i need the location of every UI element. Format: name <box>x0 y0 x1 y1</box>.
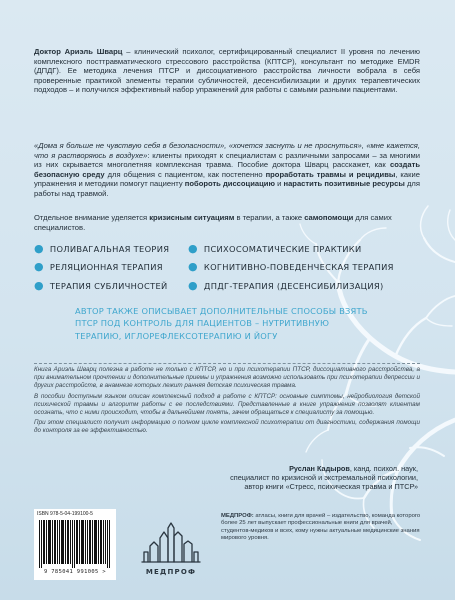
reviewer-specialty: специалист по кризисной и экстремальной психологии, <box>230 472 418 482</box>
publisher-info <box>221 513 421 543</box>
quotes-text-4: и <box>277 179 282 189</box>
feature-item <box>34 280 188 291</box>
quotes-text-5: для работы над травмой. <box>34 179 420 198</box>
feature-label: ДПДГ-ТЕРАПИЯ (ДЕСЕНСИБИЛИЗАЦИЯ) <box>203 280 384 291</box>
publisher-description: атласы, книги для врачей – издательство, команда которого более 25 лет выпускает профессиональные книги для врачей, студентов-медиков и всех, кому нужны актуальные медицинские знания мирового уровня. <box>221 513 421 542</box>
feature-label: ТЕРАПИЯ СУБЛИЧНОСТЕЙ <box>49 280 168 291</box>
review-paragraph-1: Книга Ариэль Шварц полезна в работе не только с КПТСР, но и при психотерапии ПТСР, диссоциативного расстройства, а при внимательном прочтении и дополнительные приемы и упражнения возможно использовать при психотерапии депрессии и других расстройств, в анамнезе которых лежит ранняя детская психическая травма. <box>34 366 420 389</box>
quotes-text-1: : клиенты приходят к специалистам с различными запросами – за многими из них скрывается многолетняя комплексная травма. Пособие доктора Шварц расскажет, как <box>34 150 420 170</box>
bullet-icon: ● <box>188 241 198 255</box>
special-text-2: в терапии, а также <box>236 213 303 222</box>
bullet-icon: ● <box>188 278 198 292</box>
bullet-icon: ● <box>34 260 44 274</box>
author-intro-text: – клинический психолог, сертифицированный специалист II уровня по лечению комплексного посттравматического стрессового расстройства (КПТСР), консультант по методике EMDR (ДПДГ). Ее методика лечения ПТСР и диссоциативного расстройства личности вобрала в себя проверенные практикой элементы терапии субличностей, десенсибилизации и других терапевтических подходов – и получился эффективный набор упражнений для работы с самыми разными пациентами. <box>34 47 420 95</box>
publisher-name: МЕДПРОФ: <box>221 513 254 519</box>
feature-item <box>188 243 420 254</box>
feature-label: КОГНИТИВНО-ПОВЕДЕНЧЕСКАЯ ТЕРАПИЯ <box>203 262 394 273</box>
reviewer-book: автор книги «Стресс, психическая травма и ПТСР» <box>244 481 418 491</box>
quotes-bold-3: побороть диссоциацию <box>184 179 275 189</box>
special-text-1: Отдельное внимание уделяется <box>34 213 148 222</box>
feature-label: ПСИХОСОМАТИЧЕСКИЕ ПРАКТИКИ <box>203 243 362 254</box>
special-attention-paragraph <box>34 213 420 232</box>
quote-1: «Дома я больше не чувствую себя в безопасности», <box>34 141 227 150</box>
feature-label: РЕЛЯЦИОННАЯ ТЕРАПИЯ <box>49 262 163 273</box>
special-bold-2: самопомощи <box>304 213 354 222</box>
reviewer-name: Руслан Кадыров <box>289 464 350 473</box>
features-list <box>34 243 420 295</box>
quote-3: «мне кажется, что я растворяюсь в воздухе» <box>34 141 420 160</box>
expert-review <box>34 366 420 438</box>
quotes-text-2: для общения с пациентом, как постепенно <box>107 169 263 179</box>
bullet-icon: ● <box>34 241 44 255</box>
medprof-skyline-logo-icon <box>140 522 202 566</box>
bullet-icon: ● <box>188 260 198 274</box>
logo-wordmark: МЕДПРОФ <box>145 568 197 576</box>
feature-label: ПОЛИВАГАЛЬНАЯ ТЕОРИЯ <box>49 243 170 254</box>
barcode-bars <box>39 520 111 568</box>
reviewer-title: , канд. психол. наук, <box>349 464 418 473</box>
review-paragraph-3: При этом специалист получит информацию о полном цикле комплексной психотерапии от диагностики, содержания помощи до контроля за ее эффективностью. <box>34 419 420 435</box>
quote-2: «хочется заснуть и не проснуться», <box>228 141 364 150</box>
author-name: Доктор Ариэль Шварц <box>34 47 123 56</box>
feature-item <box>188 262 420 273</box>
quotes-bold-1: создать безопасную среду <box>34 160 420 179</box>
barcode-digits: 9 785041 991005 > <box>44 569 106 575</box>
feature-item <box>34 243 188 254</box>
reviewer-signature <box>158 465 418 492</box>
bullet-icon: ● <box>34 278 44 292</box>
quotes-paragraph <box>34 141 420 199</box>
additional-methods-note: АВТОР ТАКЖЕ ОПИСЫВАЕТ ДОПОЛНИТЕЛЬНЫЕ СПОСОБЫ ВЗЯТЬ ПТСР ПОД КОНТРОЛЬ ДЛЯ ПАЦИЕНТОВ – НУТРИТИВНУЮ ТЕРАПИЮ, ИГЛОРЕФЛЕКСОТЕРАПИЮ И ЙОГУ <box>75 306 368 341</box>
feature-item <box>188 280 420 291</box>
quotes-bold-2: проработать травмы и рецидивы <box>265 169 396 179</box>
quotes-text-3: , какие упражнения и методики помогут пациенту <box>34 169 420 189</box>
author-intro <box>34 47 420 95</box>
quotes-bold-4: нарастить позитивные ресурсы <box>283 179 405 189</box>
isbn-label: ISBN 978-5-04-199100-5 <box>37 511 93 517</box>
feature-item <box>34 262 188 273</box>
review-paragraph-2: В пособии доступным языком описан комплексный подход в работе с КПТСР: основные симптомы, нейробиология детской психической травмы и алгоритм работы с ее последствиями. Представленные в книге упражнения позволят клиентам осознать, что с ними происходит, чтобы в дальнейшем понять, зачем обращаться к специалисту за помощью. <box>34 392 420 416</box>
section-divider <box>34 363 420 364</box>
special-bold-1: кризисным ситуациям <box>149 213 235 222</box>
isbn-barcode <box>34 509 116 580</box>
special-text-3: для самих специалистов. <box>34 213 392 232</box>
medprof-logo <box>140 522 202 582</box>
